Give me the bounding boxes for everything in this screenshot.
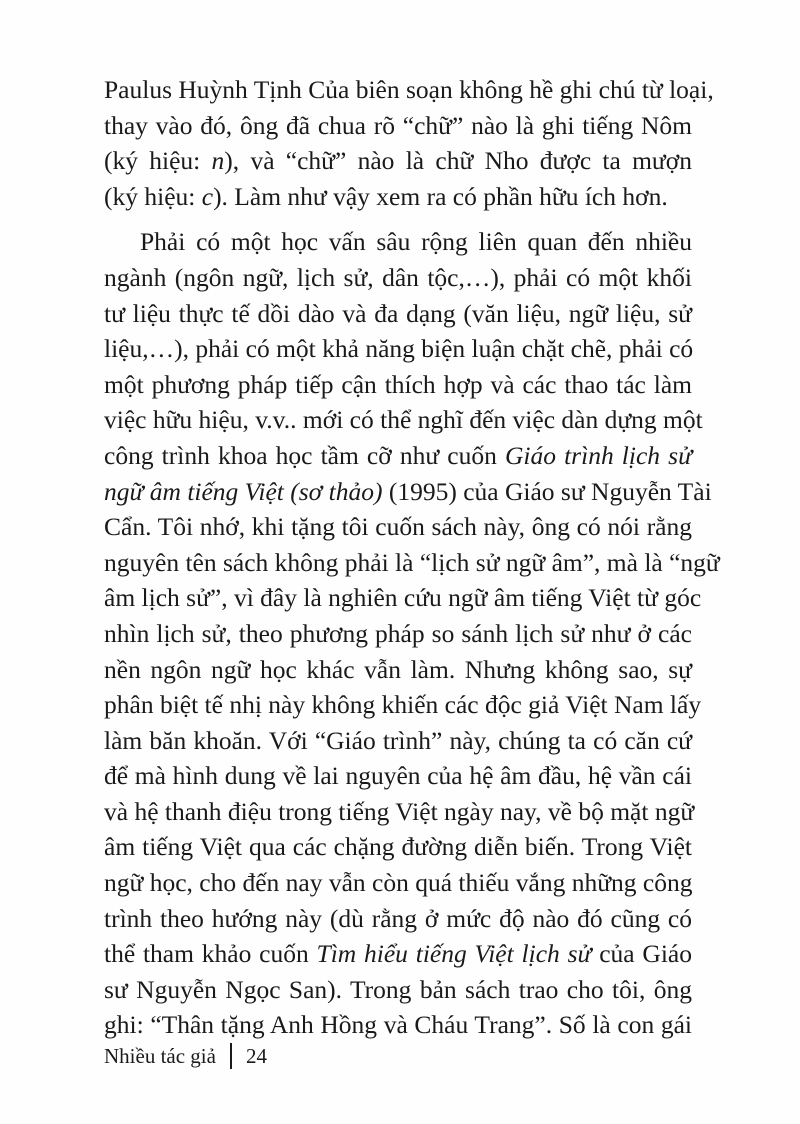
text-line: Paulus Huỳnh Tịnh Của biên soạn không hề ghi chú từ loại, — [104, 75, 714, 104]
text-line: để mà hình dung về lai nguyên của hệ âm đầu, hệ vần cái — [104, 761, 692, 791]
text-span: thể tham khảo cuốn — [104, 939, 317, 969]
text-span: (1995) của Giáo sư Nguyễn Tài — [382, 476, 712, 506]
text-line: phân biệt tế nhị này không khiến các độc giả Việt Nam lấy — [104, 690, 702, 720]
text-line — [104, 936, 692, 972]
text-line: việc hữu hiệu, v.v.. mới có thể nghĩ đến việc dàn dựng một — [104, 405, 703, 435]
text-line: một phương pháp tiếp cận thích hợp và các thao tác làm — [104, 369, 692, 399]
paragraph-1 — [104, 72, 714, 214]
book-title: Tìm hiểu tiếng Việt lịch sử — [316, 939, 592, 969]
text-line: tư liệu thực tế dồi dào và đa dạng (văn liệu, ngữ liệu, sử — [104, 298, 692, 328]
page-number: 24 — [245, 1043, 267, 1068]
text-line: ghi: “Thân tặng Anh Hồng và Cháu Trang”. Số là con gái — [104, 1010, 692, 1040]
text-line: sư Nguyễn Ngọc San). Trong bản sách trao cho tôi, ông — [104, 974, 692, 1004]
text-span: (ký hiệu: — [104, 181, 202, 211]
page-footer — [104, 1043, 267, 1069]
text-span: ), và “chữ” nào là chữ Nho được ta mượn — [224, 146, 692, 176]
text-line — [104, 143, 692, 179]
paragraph-2 — [104, 224, 720, 1043]
text-line: nền ngôn ngữ học khác vẫn làm. Nhưng không sao, sự — [104, 654, 692, 684]
text-line: âm lịch sử”, vì đây là nghiên cứu ngữ âm tiếng Việt từ góc — [104, 583, 702, 613]
text-line: Phải có một học vấn sâu rộng liên quan đến nhiều — [140, 227, 692, 257]
text-line: nhìn lịch sử, theo phương pháp so sánh lịch sử như ở các — [104, 618, 692, 648]
text-span: ). Làm như vậy xem ra có phần hữu ích hơn. — [213, 181, 668, 211]
text-line: ngữ học, cho đến nay vẫn còn quá thiếu vắng những công — [104, 868, 693, 898]
text-line: thay vào đó, ông đã chua rõ “chữ” nào là ghi tiếng Nôm — [104, 110, 692, 140]
text-line: âm tiếng Việt qua các chặng đường diễn biến. Trong Việt — [104, 832, 692, 862]
text-line: nguyên tên sách không phải là “lịch sử ngữ âm”, mà là “ngữ — [104, 547, 720, 577]
text-line: làm băn khoăn. Với “Giáo trình” này, chúng ta có căn cứ — [104, 725, 692, 755]
text-span: công trình khoa học tầm cỡ như cuốn — [104, 440, 505, 470]
text-line: và hệ thanh điệu trong tiếng Việt ngày nay, về bộ mặt ngữ — [104, 796, 695, 826]
text-line — [104, 474, 712, 510]
text-line — [104, 438, 692, 474]
text-line: liệu,…), phải có một khả năng biện luận chặt chẽ, phải có — [104, 334, 694, 364]
text-line: trình theo hướng này (dù rằng ở mức độ nào đó cũng có — [104, 903, 692, 933]
book-title: ngữ âm tiếng Việt (sơ thảo) — [104, 476, 383, 506]
text-line: Cẩn. Tôi nhớ, khi tặng tôi cuốn sách này, ông có nói rằng — [104, 512, 692, 542]
running-author: Nhiều tác giả — [104, 1043, 216, 1068]
book-title: Giáo trình lịch sử — [504, 440, 692, 470]
text-span: của Giáo — [591, 939, 692, 969]
text-line — [104, 179, 692, 215]
body-text — [104, 72, 720, 1043]
italic-symbol: c — [201, 181, 214, 211]
text-span: (ký hiệu: — [104, 146, 212, 176]
text-line: ngành (ngôn ngữ, lịch sử, dân tộc,…), phải có một khối — [104, 262, 692, 292]
italic-symbol: n — [211, 146, 225, 176]
footer-divider — [230, 1043, 232, 1069]
